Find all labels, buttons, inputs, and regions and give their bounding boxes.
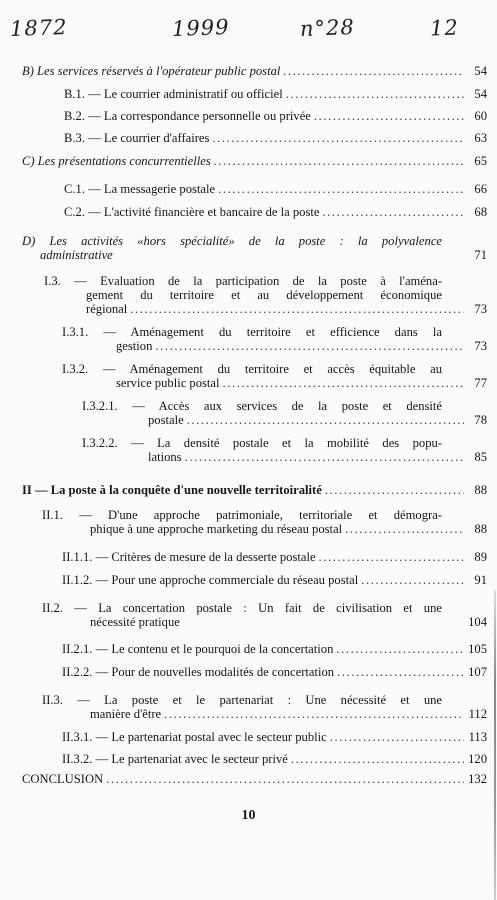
toc-entry	[42, 693, 442, 707]
page-number: 10	[241, 808, 256, 823]
leader-dots	[155, 339, 464, 353]
toc-entry-title: I.3.2. — Aménagement du territoire et accès équitable au	[62, 362, 442, 376]
toc-entry	[64, 182, 487, 196]
toc-entry-continued	[148, 450, 487, 464]
leader-dots	[164, 707, 464, 721]
toc-entry-title: I.3. — Evaluation de la participation de la poste à l'aména-	[44, 274, 442, 288]
toc-entry-page: 91	[474, 573, 487, 587]
leader-dots	[212, 131, 464, 145]
toc-entry	[44, 274, 442, 288]
toc-entry	[64, 87, 487, 101]
toc-entry-title: C) Les présentations concurrentielles	[22, 154, 211, 168]
toc-entry	[42, 601, 442, 615]
toc-entry-title: régional	[86, 302, 128, 316]
toc-entry-continued	[116, 339, 487, 353]
toc-entry-continued	[148, 413, 487, 427]
toc-entry	[82, 436, 442, 450]
toc-entry	[62, 752, 487, 766]
leader-dots	[218, 182, 464, 196]
toc-entry-title: B.3. — Le courrier d'affaires	[64, 131, 210, 145]
leader-dots	[283, 64, 464, 78]
leader-dots	[286, 87, 464, 101]
toc-entry-page: 77	[474, 376, 487, 390]
toc-entry-title: II.2.1. — Le contenu et le pourquoi de la concertation	[62, 642, 334, 656]
toc-entry-page: 88	[474, 483, 487, 497]
toc-entry-page: 88	[474, 522, 487, 536]
leader-dots	[291, 752, 464, 766]
toc-entry-title: II.3.1. — Le partenariat postal avec le secteur public	[62, 730, 327, 744]
toc-entry	[22, 154, 487, 168]
toc-entry-page: 68	[474, 205, 487, 219]
toc-entry-title: phique à une approche marketing du réseau postal	[90, 522, 343, 536]
leader-dots	[322, 205, 464, 219]
toc-entry	[62, 730, 487, 744]
toc-entry	[62, 362, 442, 376]
leader-dots	[314, 109, 464, 123]
toc-entry-title: C.1. — La messagerie postale	[64, 182, 216, 196]
toc-entry-title: D) Les activités «hors spécialité» de la poste : la polyvalence	[22, 234, 442, 248]
toc-entry-continued	[90, 522, 487, 536]
toc-entry-title: I.3.2.1. — Accès aux services de la poste et densité	[82, 399, 442, 413]
handwritten-note: n°28	[299, 15, 356, 41]
toc-entry-title: service public postal	[116, 376, 220, 390]
leader-dots	[345, 522, 464, 536]
toc-entry-page: 104	[468, 615, 487, 629]
toc-entry-page: 107	[468, 665, 487, 679]
toc-entry-page: 105	[468, 642, 487, 656]
toc-entry-title: lations	[148, 450, 182, 464]
leader-dots	[330, 730, 464, 744]
toc-entry	[62, 550, 487, 564]
toc-entry-title: II.1.1. — Critères de mesure de la desserte postale	[62, 550, 316, 564]
toc-entry-title: II.1.2. — Pour une approche commerciale du réseau postal	[62, 573, 359, 587]
toc-entry	[42, 508, 442, 522]
toc-entry-title: manière d'être	[90, 707, 162, 721]
toc-entry-title: II.2. — La concertation postale : Un fait de civilisation et une	[42, 601, 442, 615]
leader-dots	[337, 665, 464, 679]
toc-entry-title: II.1. — D'une approche patrimoniale, territoriale et démogra-	[42, 508, 442, 522]
leader-dots	[130, 302, 464, 316]
handwritten-note: 1999	[171, 15, 230, 41]
toc-entry-title: C.2. — L'activité financière et bancaire de la poste	[64, 205, 320, 219]
toc-entry-page: 60	[474, 109, 487, 123]
leader-dots	[319, 550, 464, 564]
toc-entry-page: 89	[474, 550, 487, 564]
toc-entry-page: 120	[468, 752, 487, 766]
toc-entry-page: 113	[468, 730, 487, 744]
leader-dots	[187, 413, 464, 427]
toc-entry-page: 73	[474, 302, 487, 316]
toc-entry-page: 132	[468, 772, 487, 786]
toc-entry-title: II.3.2. — Le partenariat avec le secteur privé	[62, 752, 288, 766]
toc-entry-page: 54	[474, 87, 487, 101]
toc-entry	[64, 205, 487, 219]
toc-entry-page: 85	[474, 450, 487, 464]
toc-entry-continued	[86, 302, 487, 316]
toc-entry	[22, 772, 487, 786]
page-edge-shadow	[494, 590, 496, 900]
leader-dots	[223, 376, 464, 390]
toc-section-heading	[22, 483, 487, 497]
toc-entry-page: 66	[474, 182, 487, 196]
toc-entry-title: B.1. — Le courrier administratif ou officiel	[64, 87, 283, 101]
leader-dots	[361, 573, 464, 587]
toc-entry-page: 65	[474, 154, 487, 168]
toc-entry-title: nécessité pratique	[90, 615, 180, 629]
toc-entry-title: II — La poste à la conquête d'une nouvelle territoiralité	[22, 483, 322, 497]
toc-entry-continued	[116, 376, 487, 390]
toc-entry	[64, 109, 487, 123]
toc-entry-page: 112	[468, 707, 487, 721]
toc-entry	[62, 642, 487, 656]
toc-entry	[22, 64, 487, 78]
toc-entry	[62, 665, 487, 679]
toc-entry-title: gement du territoire et au développement économique	[86, 288, 442, 302]
toc-entry-title: CONCLUSION	[22, 772, 104, 786]
toc-entry-page: 71	[474, 248, 487, 262]
toc-entry-title: II.2.2. — Pour de nouvelles modalités de concertation	[62, 665, 335, 679]
toc-entry-page: 63	[474, 131, 487, 145]
toc-entry	[62, 325, 442, 339]
toc-entry	[62, 573, 487, 587]
toc-entry-title: B.2. — La correspondance personnelle ou privée	[64, 109, 311, 123]
toc-entry-page: 73	[474, 339, 487, 353]
handwritten-note: 1872	[9, 15, 68, 41]
toc-entry-title: B) Les services réservés à l'opérateur public postal	[22, 64, 281, 78]
toc-entry-page: 54	[474, 64, 487, 78]
toc-entry	[64, 131, 487, 145]
toc-entry-title: postale	[148, 413, 184, 427]
toc-entry-title: gestion	[116, 339, 153, 353]
toc-entry-title: II.3. — La poste et le partenariat : Une nécessité et une	[42, 693, 442, 707]
handwritten-note: 12	[429, 15, 460, 41]
toc-entry-title: I.3.2.2. — La densité postale et la mobilité des popu-	[82, 436, 442, 450]
leader-dots	[336, 642, 464, 656]
toc-entry	[22, 234, 442, 248]
toc-entry-continued	[86, 288, 442, 302]
leader-dots	[106, 772, 464, 786]
toc-entry-title: I.3.1. — Aménagement du territoire et efficience dans la	[62, 325, 442, 339]
toc-entry-page: 78	[474, 413, 487, 427]
toc-entry-continued	[90, 707, 487, 721]
leader-dots	[214, 154, 464, 168]
toc-entry-continued	[40, 248, 487, 262]
toc-entry-continued	[90, 615, 487, 629]
toc-entry-title: administrative	[40, 248, 113, 262]
toc-entry	[82, 399, 442, 413]
leader-dots	[325, 483, 464, 497]
leader-dots	[185, 450, 464, 464]
